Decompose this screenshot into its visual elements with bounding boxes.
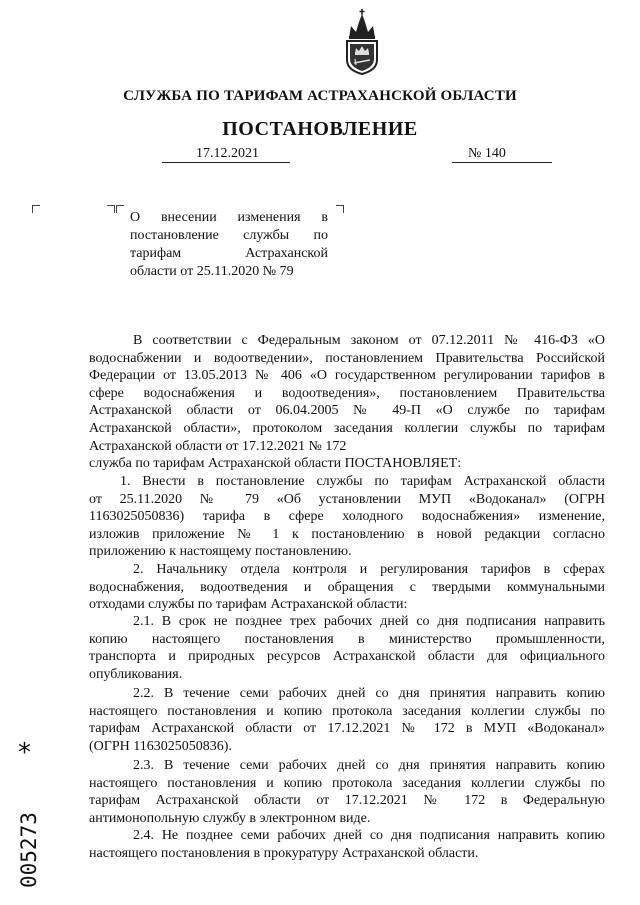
text-line: тарифам Астраханской области от 17.12.2021 № 172 в МУП «Водоканал» bbox=[89, 721, 605, 737]
text-line: отходами службы по тарифам Астраханской области: bbox=[89, 597, 408, 613]
corner-mark-subject-left bbox=[107, 205, 115, 213]
text-line: приложению к настоящему постановлению. bbox=[89, 544, 352, 560]
coat-of-arms-emblem bbox=[339, 8, 385, 76]
text-line: (ОГРН 1163025050836). bbox=[89, 738, 232, 754]
side-number-text: 005273 bbox=[17, 812, 41, 888]
document-date: 17.12.2021 bbox=[196, 146, 259, 161]
document-number: № 140 bbox=[468, 146, 506, 161]
item-paragraph-2 bbox=[89, 561, 605, 614]
text-line: Федерации от 13.05.2013 № 406 «О государственном регулировании тарифов в bbox=[89, 368, 605, 384]
text-line: служба по тарифам Астраханской области ПОСТАНОВЛЯЕТ: bbox=[89, 456, 462, 472]
text-line: Астраханской области от 17.12.2021 № 172 bbox=[89, 438, 347, 454]
corner-mark-left bbox=[32, 205, 40, 213]
subject-line: тарифам Астраханской bbox=[130, 246, 328, 261]
text-line: 2.4. Не позднее семи рабочих дней со дня подписания направить копию bbox=[133, 828, 605, 843]
agency-name: СЛУЖБА ПО ТАРИФАМ АСТРАХАНСКОЙ ОБЛАСТИ bbox=[123, 88, 517, 104]
text-line: Астраханской области», протоколом заседания коллегии службы по тарифам bbox=[89, 420, 605, 436]
subject-block bbox=[130, 209, 328, 281]
text-line: тарифам Астраханской области от 17.12.2021 № 172 в Федеральную bbox=[89, 793, 605, 809]
text-line: настоящего постановления и копию протокола заседания коллегии службы по bbox=[89, 703, 605, 719]
text-line: опубликования. bbox=[89, 666, 183, 682]
text-line: антимонопольную службу в электронном виде. bbox=[89, 810, 371, 826]
text-line: настоящего постановления и копию протокола заседания коллегии службы по bbox=[89, 775, 605, 791]
item-paragraph-2-2 bbox=[89, 685, 605, 755]
item-paragraph-2-1 bbox=[89, 613, 605, 683]
text-line: 2.1. В срок не позднее трех рабочих дней со дня подписания направить bbox=[133, 614, 605, 629]
side-star-mark: * bbox=[18, 738, 31, 768]
text-line: изложив приложение № 1 к постановлению в новой редакции согласно bbox=[89, 526, 605, 542]
corner-mark-subject-right bbox=[336, 205, 344, 213]
text-line: настоящего постановления в прокуратуру Астраханской области. bbox=[89, 845, 479, 861]
text-line: В соответствии с Федеральным законом от 07.12.2011 № 416-ФЗ «О bbox=[133, 333, 605, 348]
text-line: водоснабжения, водоотведения и обращения с твердыми коммунальными bbox=[89, 579, 605, 595]
preamble-paragraph bbox=[89, 332, 605, 473]
text-line: 1. Внести в постановление службы по тарифам Астраханской области bbox=[120, 474, 605, 489]
text-line: 2. Начальнику отдела контроля и регулирования тарифов в сферах bbox=[133, 562, 605, 577]
document-type-title: ПОСТАНОВЛЕНИЕ bbox=[222, 118, 418, 140]
text-line: Астраханской области от 06.04.2005 № 49-П «О службе по тарифам bbox=[89, 403, 605, 419]
subject-line: О внесении изменения в bbox=[130, 210, 328, 225]
text-line: копию настоящего постановления в министерство промышленности, bbox=[89, 631, 605, 647]
item-paragraph-2-3 bbox=[89, 757, 605, 827]
text-line: от 25.11.2020 № 79 «Об установлении МУП «Водоканал» (ОГРН bbox=[89, 491, 605, 507]
side-document-number bbox=[0, 770, 52, 890]
subject-line: постановление службы по bbox=[130, 228, 328, 243]
corner-mark-subject-left-2 bbox=[116, 205, 124, 213]
item-paragraph-1 bbox=[89, 473, 605, 561]
number-underline bbox=[452, 162, 552, 163]
text-line: 1163025050836) тарифа в сфере холодного водоснабжения» изменение, bbox=[89, 509, 605, 525]
text-line: транспорта и природных ресурсов Астраханской области для официального bbox=[89, 649, 605, 665]
subject-line: области от 25.11.2020 № 79 bbox=[130, 264, 294, 279]
text-line: 2.2. В течение семи рабочих дней со дня принятия направить копию bbox=[133, 686, 605, 701]
item-paragraph-2-4 bbox=[89, 827, 605, 862]
text-line: сфере водоснабжения и водоотведения», постановлением Правительства bbox=[89, 385, 605, 401]
date-underline bbox=[162, 162, 290, 163]
text-line: водоснабжении и водоотведении», постановлением Правительства Российской bbox=[89, 350, 605, 366]
text-line: 2.3. В течение семи рабочих дней со дня принятия направить копию bbox=[133, 758, 605, 773]
